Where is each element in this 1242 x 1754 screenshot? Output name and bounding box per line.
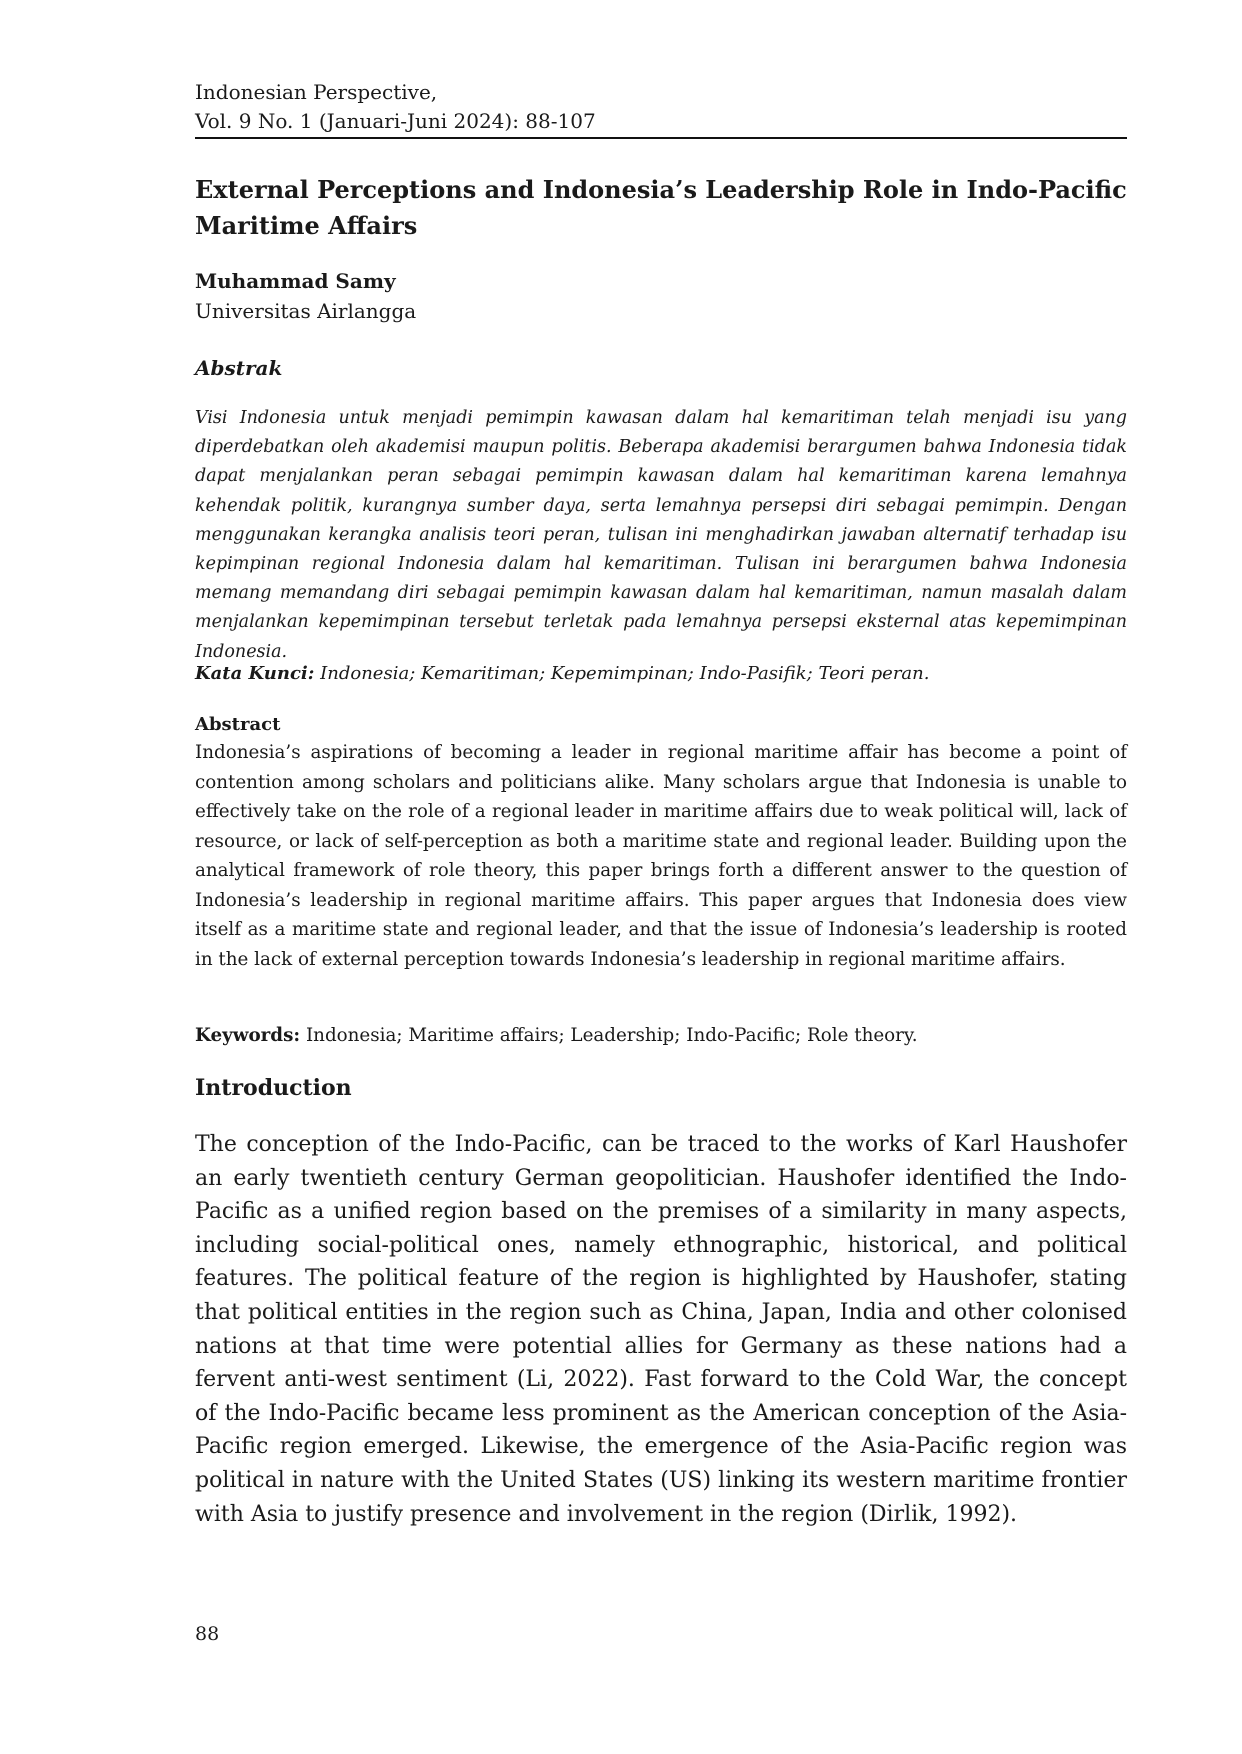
abstrak-text: Visi Indonesia untuk menjadi pemimpin kawasan dalam hal kemaritiman telah menjadi isu yang diperdebatkan oleh akademisi maupun politis. Beberapa akademisi berargumen bahwa Indonesia tidak dapat menjalankan peran sebagai pemimpin kawasan dalam hal kemaritiman karena lemahnya kehendak politik, kurangnya sumber daya, serta lemahnya persepsi diri sebagai pemimpin. Dengan menggunakan kerangka analisis teori peran, tulisan ini menghadirkan jawaban alternatif terhadap isu kepimpinan regional Indonesia dalam hal kemaritiman. Tulisan ini berargumen bahwa Indonesia memang memandang diri sebagai pemimpin kawasan dalam hal kemaritiman, namun masalah dalam menjalankan kepemimpinan tersebut terletak pada lemahnya persepsi eksternal atas kepemimpinan Indonesia. (195, 408, 1127, 662)
page-number: 88 (195, 1623, 220, 1645)
kata-kunci-values: Indonesia; Kemaritiman; Kepemimpinan; Indo-Pasifik; Teori peran. (320, 663, 930, 684)
kata-kunci (195, 660, 1127, 688)
abstract-heading: Abstract (195, 714, 281, 735)
author-affiliation: Universitas Airlangga (195, 299, 417, 323)
keywords (195, 1022, 1127, 1050)
abstract-text: Indonesia’s aspirations of becoming a leader in regional maritime affair has become a point of contention among scholars and politicians alike. Many scholars argue that Indonesia is unable to effectively take on the role of a regional leader in maritime affairs due to weak political will, lack of resource, or lack of self-perception as both a maritime state and regional leader. Building upon the analytical framework of role theory, this paper brings forth a different answer to the question of Indonesia’s leadership in regional maritime affairs. This paper argues that Indonesia does view itself as a maritime state and regional leader, and that the issue of Indonesia’s leadership is rooted in the lack of external perception towards Indonesia’s leadership in regional maritime affairs. (195, 742, 1127, 970)
header-rule (195, 137, 1127, 139)
journal-volume: Vol. 9 No. 1 (Januari-Juni 2024): 88-107 (195, 109, 596, 133)
kata-kunci-label: Kata Kunci: (195, 663, 315, 684)
keywords-label: Keywords: (195, 1025, 301, 1046)
article-title: External Perceptions and Indonesia’s Leadership Role in Indo-Pacific Maritime Affairs (195, 175, 1127, 240)
introduction-heading: Introduction (195, 1075, 352, 1101)
author-block (195, 266, 416, 326)
journal-name: Indonesian Perspective, (195, 80, 438, 104)
introduction-text: The conception of the Indo-Pacific, can be traced to the works of Karl Haushofer an early twentieth century German geopolitician. Haushofer identified the Indo-Pacific as a unified region based on the premises of a similarity in many aspects, including social-political ones, namely ethnographic, historical, and political features. The political feature of the region is highlighted by Haushofer, stating that political entities in the region such as China, Japan, India and other colonised nations at that time were potential allies for Germany as these nations had a fervent anti-west sentiment (Li, 2022). Fast forward to the Cold War, the concept of the Indo-Pacific became less prominent as the American conception of the Asia-Pacific region emerged. Likewise, the emergence of the Asia-Pacific region was political in nature with the United States (US) linking its western maritime frontier with Asia to justify presence and involvement in the region (Dirlik, 1992). (195, 1132, 1127, 1527)
author-name: Muhammad Samy (195, 269, 396, 293)
abstrak-heading: Abstrak (195, 356, 283, 380)
keywords-values: Indonesia; Maritime affairs; Leadership; Indo-Pacific; Role theory. (305, 1025, 918, 1046)
journal-page (195, 0, 1127, 1754)
journal-header (195, 78, 596, 136)
